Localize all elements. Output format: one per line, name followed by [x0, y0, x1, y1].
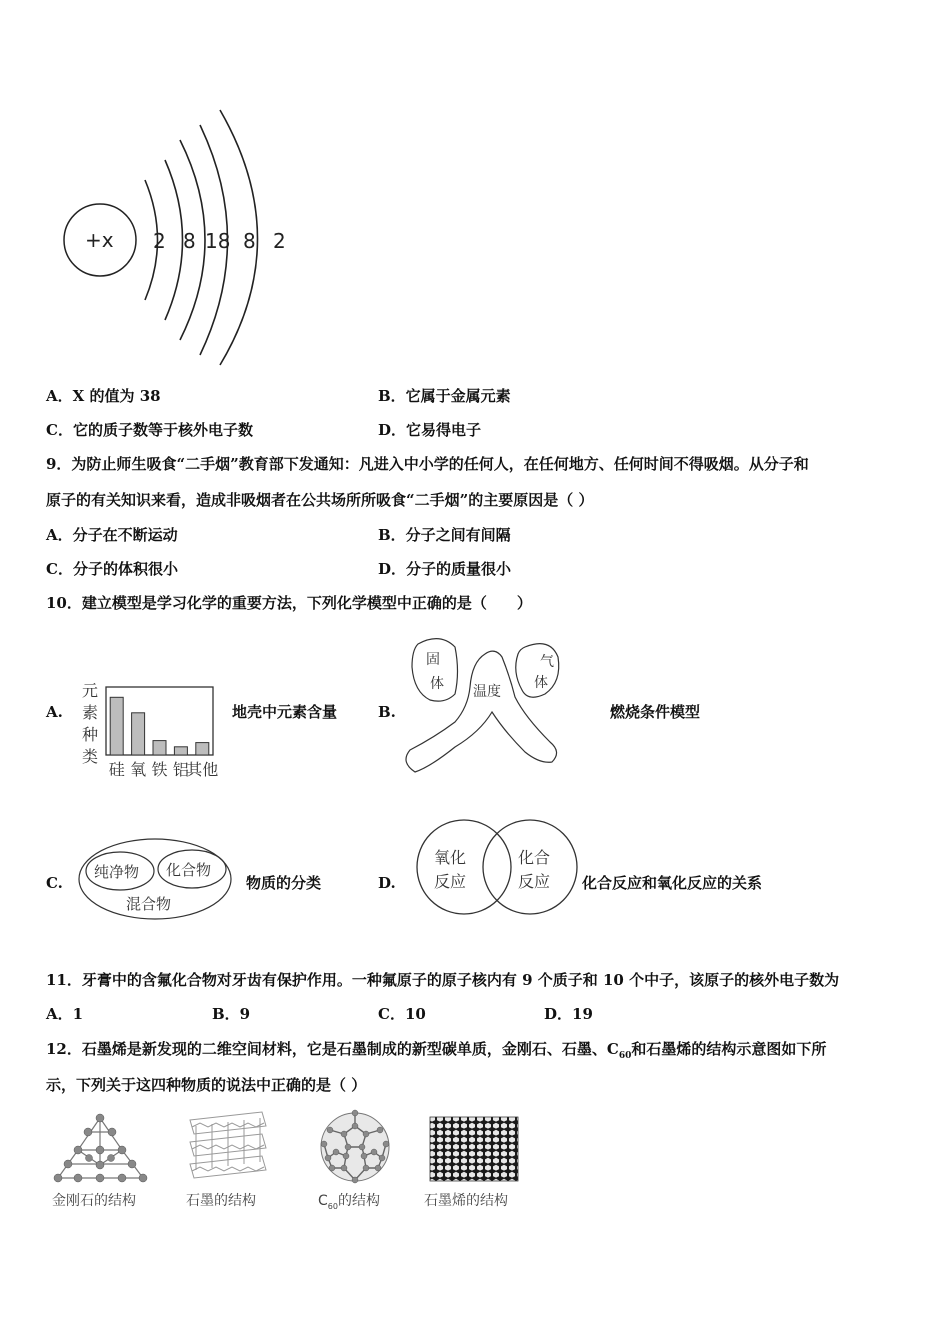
- chart-xtick-4: 铝: [172, 760, 189, 779]
- q10-c-caption: 物质的分类: [246, 874, 322, 892]
- substance-classification-diagram: [76, 833, 236, 923]
- compound-label: 化合物: [166, 861, 212, 879]
- q10-b-letter: B.: [378, 703, 396, 721]
- shell-count-1: 2: [153, 229, 166, 253]
- graphite-caption: 石墨的结构: [186, 1193, 256, 1209]
- shell-count-2: 8: [183, 229, 196, 253]
- oxidation-label-2: 反应: [434, 872, 467, 891]
- q10-d-caption: 化合反应和氧化反应的关系: [582, 874, 763, 892]
- graphite-structure-image: [182, 1108, 270, 1186]
- pure-substance-label: 纯净物: [94, 863, 140, 881]
- temperature-label: 温度: [473, 684, 501, 700]
- shell-count-4: 8: [243, 229, 256, 253]
- q10-d-letter: D.: [378, 874, 396, 892]
- combustion-condition-model: [400, 632, 575, 777]
- q9-option-c: C．分子的体积很小: [46, 560, 178, 578]
- temperature-shape: [406, 651, 557, 772]
- q9-stem-line2: 原子的有关知识来看，造成非吸烟者在公共场所所吸食“二手烟”的主要原因是（ ）: [46, 491, 594, 509]
- gas-label-2: 体: [534, 675, 548, 691]
- atom-structure-diagram: [55, 100, 315, 370]
- graphene-structure-image: [428, 1115, 520, 1183]
- oxidation-label-1: 氧化: [434, 848, 467, 867]
- crust-element-bar-chart: [78, 678, 228, 783]
- shell-count-3: 18: [205, 229, 231, 253]
- chart-ylabel-4: 类: [82, 747, 99, 766]
- c60-structure-image: [316, 1108, 394, 1186]
- chart-bar-3: [153, 741, 166, 755]
- diamond-caption: 金刚石的结构: [52, 1193, 136, 1209]
- combination-circle: [483, 820, 577, 914]
- q8-option-b: B．它属于金属元素: [378, 387, 511, 405]
- diamond-structure-image: [48, 1110, 153, 1185]
- chart-xtick-2: 氧: [130, 760, 147, 779]
- solid-label-1: 固: [426, 652, 440, 668]
- q12-stem-part-b: 和石墨烯的结构示意图如下所: [631, 1040, 827, 1058]
- q10-stem: 10．建立模型是学习化学的重要方法，下列化学模型中正确的是（ ）: [46, 594, 532, 612]
- q8-option-c: C．它的质子数等于核外电子数: [46, 421, 253, 439]
- chart-bar-5: [196, 743, 209, 755]
- chart-xtick-1: 硅: [108, 760, 125, 779]
- combination-label-1: 化合: [518, 848, 551, 867]
- q8-option-d: D．它易得电子: [378, 421, 482, 439]
- c60-caption: [318, 1190, 380, 1211]
- q11-option-d: D．19: [544, 1005, 593, 1023]
- chart-ylabel-3: 种: [82, 725, 99, 744]
- chart-ylabel-2: 素: [82, 703, 99, 722]
- gas-label-1: 气: [540, 654, 554, 670]
- solid-label-2: 体: [430, 676, 444, 692]
- chart-bar-4: [174, 747, 187, 755]
- q12-stem-line1: [46, 1039, 826, 1066]
- reaction-venn-diagram: [412, 815, 582, 920]
- shell-arc-2: [165, 160, 183, 320]
- q9-stem-line1: 9．为防止师生吸食“二手烟”教育部下发通知：凡进入中小学的任何人，在任何地方、任何时间不得吸烟。从分子和: [46, 455, 809, 473]
- q9-option-d: D．分子的质量很小: [378, 560, 512, 578]
- nucleus-label: +x: [85, 228, 114, 252]
- q12-stem-sub: 60: [618, 1051, 632, 1061]
- q11-option-a: A．1: [46, 1005, 84, 1023]
- q11-stem: 11．牙膏中的含氟化合物对牙齿有保护作用。一种氟原子的原子核内有 9 个质子和 10 个中子，该原子的核外电子数为: [46, 971, 840, 989]
- q11-option-c: C．10: [378, 1005, 426, 1023]
- chart-xtick-5: 其他: [186, 760, 219, 779]
- q12-stem-part-a: 12．石墨烯是新发现的二维空间材料，它是石墨制成的新型碳单质，金刚石、石墨、C: [46, 1040, 619, 1058]
- chart-bar-1: [110, 697, 123, 755]
- combination-label-2: 反应: [518, 872, 551, 891]
- c60-caption-c: C: [318, 1193, 328, 1209]
- q12-stem-line2: 示，下列关于这四种物质的说法中正确的是（ ）: [46, 1076, 367, 1094]
- q8-option-a: A．X 的值为 38: [46, 387, 161, 405]
- mixture-label: 混合物: [126, 895, 172, 913]
- q10-a-letter: A.: [46, 703, 63, 721]
- chart-xtick-3: 铁: [151, 760, 168, 779]
- c60-caption-sub: 60: [327, 1201, 338, 1211]
- q9-option-b: B．分子之间有间隔: [378, 526, 511, 544]
- chart-ylabel-1: 元: [82, 681, 99, 700]
- graphene-sheet: [430, 1117, 518, 1181]
- q10-a-caption: 地壳中元素含量: [232, 703, 338, 721]
- c60-caption-rest: 的结构: [337, 1193, 380, 1209]
- q10-b-caption: 燃烧条件模型: [610, 703, 701, 721]
- q9-option-a: A．分子在不断运动: [46, 526, 178, 544]
- q10-c-letter: C.: [46, 874, 63, 892]
- shell-count-5: 2: [273, 229, 286, 253]
- q11-option-b: B．9: [212, 1005, 251, 1023]
- graphene-caption: 石墨烯的结构: [424, 1193, 508, 1209]
- chart-bar-2: [132, 713, 145, 755]
